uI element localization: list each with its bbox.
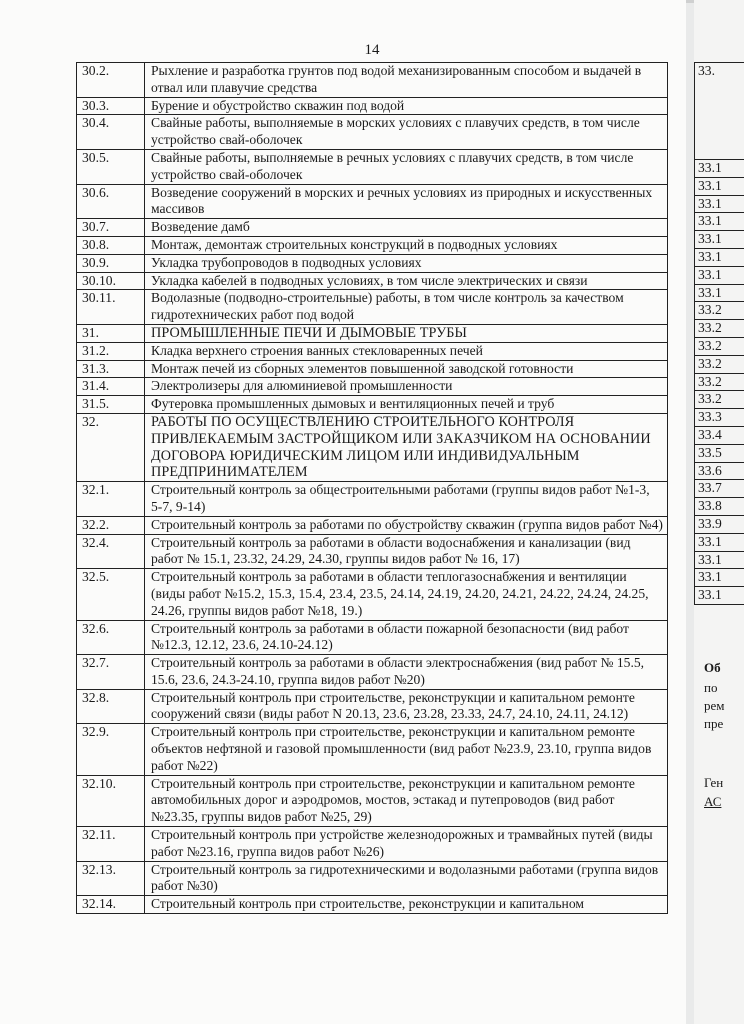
adjacent-page-text: рем [704, 698, 725, 713]
row-number: 33.6 [695, 462, 744, 480]
row-number: 33.1 [695, 533, 744, 551]
section-heading: РАБОТЫ ПО ОСУЩЕСТВЛЕНИЮ СТРОИТЕЛЬНОГО КОНТРОЛЯ ПРИВЛЕКАЕМЫМ ЗАСТРОЙЩИКОМ ИЛИ ЗАКАЗЧИКОМ НА ОСНОВАНИИ ДОГОВОРА ЮРИДИЧЕСКИМ ЛИЦОМ ИЛИ ИНДИВИДУАЛЬНЫМ ПРЕДПРИНИМАТЕЛЕМ [145, 413, 668, 481]
table-row [77, 413, 668, 481]
row-number: 33.1 [695, 551, 744, 569]
row-number: 33.1 [695, 231, 744, 249]
work-description: Свайные работы, выполняемые в речных условиях с плавучих средств, в том числе устройство свай-оболочек [145, 149, 668, 184]
row-number: 31.5. [77, 396, 145, 414]
work-description: Возведение дамб [145, 219, 668, 237]
row-number: 30.6. [77, 184, 145, 219]
work-description: Строительный контроль за работами в области теплогазоснабжения и вентиляции (виды работ №15.2, 15.3, 15.4, 23.4, 23.5, 24.14, 24.19, 24.20, 24.21, 24.22, 24.24, 24.25, 24.26, группы видов работ №18, 19.) [145, 569, 668, 620]
row-number: 33.1 [695, 266, 744, 284]
row-number: 32.6. [77, 620, 145, 655]
work-description: Бурение и обустройство скважин под водой [145, 97, 668, 115]
page-number: 14 [364, 42, 380, 58]
row-number: 30.2. [77, 63, 145, 98]
row-number: 31.4. [77, 378, 145, 396]
work-description: Монтаж печей из сборных элементов повышенной заводской готовности [145, 360, 668, 378]
table-row [695, 569, 744, 587]
row-number: 33.8 [695, 498, 744, 516]
table-row [77, 516, 668, 534]
table-row [77, 254, 668, 272]
work-description: Рыхление и разработка грунтов под водой механизированным способом и выдачей в отвал или плавучие средства [145, 63, 668, 98]
row-number: 30.5. [77, 149, 145, 184]
row-number: 33.2 [695, 302, 744, 320]
row-number: 33.2 [695, 391, 744, 409]
table-row [695, 266, 744, 284]
table-row [695, 195, 744, 213]
row-number: 33.9 [695, 515, 744, 533]
row-number: 32.4. [77, 534, 145, 569]
table-row [695, 320, 744, 338]
table-row [695, 587, 744, 605]
table-row [695, 462, 744, 480]
adjacent-page-text: по [704, 680, 718, 695]
adjacent-page-table-body [695, 63, 744, 605]
row-number: 32.5. [77, 569, 145, 620]
table-row [77, 861, 668, 896]
table-row [77, 775, 668, 826]
row-number: 30.9. [77, 254, 145, 272]
row-number: 30.10. [77, 272, 145, 290]
table-row [77, 63, 668, 98]
row-number: 33.3 [695, 409, 744, 427]
row-number: 33.2 [695, 337, 744, 355]
row-number: 32.14. [77, 896, 145, 914]
table-row [695, 373, 744, 391]
row-number: 33.1 [695, 195, 744, 213]
table-row [695, 248, 744, 266]
table-row [695, 551, 744, 569]
works-table [76, 62, 668, 914]
adjacent-page-text: АС [704, 794, 722, 809]
table-row [77, 896, 668, 914]
adjacent-page-fragment [694, 0, 744, 1024]
work-description: Электролизеры для алюминиевой промышленности [145, 378, 668, 396]
table-row [695, 391, 744, 409]
row-number: 33.2 [695, 373, 744, 391]
adjacent-page-text: Ген [704, 775, 724, 790]
table-row [77, 655, 668, 690]
row-number: 33. [695, 63, 744, 160]
work-description: Водолазные (подводно-строительные) работы, в том числе контроль за качеством гидротехнических работ под водой [145, 290, 668, 325]
work-description: Укладка кабелей в подводных условиях, в том числе электрических и связи [145, 272, 668, 290]
row-number: 30.4. [77, 115, 145, 150]
row-number: 33.1 [695, 177, 744, 195]
row-number: 32.10. [77, 775, 145, 826]
table-row [77, 342, 668, 360]
row-number: 30.7. [77, 219, 145, 237]
table-row [695, 498, 744, 516]
table-row [77, 620, 668, 655]
table-row [77, 184, 668, 219]
row-number: 32.13. [77, 861, 145, 896]
table-row [695, 160, 744, 178]
table-row [695, 409, 744, 427]
row-number: 30.11. [77, 290, 145, 325]
work-description: Кладка верхнего строения ванных стекловаренных печей [145, 342, 668, 360]
table-row [77, 534, 668, 569]
table-row [695, 177, 744, 195]
table-row [77, 827, 668, 862]
table-row [695, 533, 744, 551]
table-row [695, 515, 744, 533]
work-description: Строительный контроль за общестроительными работами (группы видов работ №1-3, 5-7, 9-14) [145, 482, 668, 517]
adjacent-page-text: Об [704, 660, 721, 675]
row-number: 32.7. [77, 655, 145, 690]
table-row [695, 426, 744, 444]
row-number: 30.3. [77, 97, 145, 115]
table-row [77, 569, 668, 620]
table-row [695, 444, 744, 462]
table-row [77, 360, 668, 378]
work-description: Строительный контроль за гидротехническими и водолазными работами (группа видов работ №30) [145, 861, 668, 896]
row-number: 33.7 [695, 480, 744, 498]
row-number: 31.2. [77, 342, 145, 360]
table-row [77, 115, 668, 150]
work-description: Строительный контроль за работами в области электроснабжения (вид работ № 15.5, 15.6, 23.6, 24.3-24.10, группа видов работ №20) [145, 655, 668, 690]
row-number: 32.11. [77, 827, 145, 862]
work-description: Строительный контроль при строительстве, реконструкции и капитальном ремонте автомобильных дорог и аэродромов, мостов, эстакад и путепроводов (вид работ №23.35, группы видов работ №25, 29) [145, 775, 668, 826]
row-number: 33.1 [695, 587, 744, 605]
work-description: Возведение сооружений в морских и речных условиях из природных и искусственных массивов [145, 184, 668, 219]
table-row [77, 149, 668, 184]
row-number: 33.1 [695, 213, 744, 231]
table-row [695, 284, 744, 302]
table-row [695, 355, 744, 373]
table-row [77, 378, 668, 396]
work-description: Строительный контроль при строительстве, реконструкции и капитальном ремонте сооружений связи (виды работ N 20.13, 23.6, 23.28, 23.33, 24.7, 24.10, 24.11, 24.12) [145, 689, 668, 724]
row-number: 33.1 [695, 284, 744, 302]
adjacent-page-text: пре [704, 716, 724, 731]
table-row [77, 236, 668, 254]
section-heading: ПРОМЫШЛЕННЫЕ ПЕЧИ И ДЫМОВЫЕ ТРУБЫ [145, 324, 668, 342]
table-row [77, 290, 668, 325]
work-description: Строительный контроль за работами в области водоснабжения и канализации (вид работ № 15.1, 23.32, 24.29, 24.30, группы видов работ № 16, 17) [145, 534, 668, 569]
work-description: Футеровка промышленных дымовых и вентиляционных печей и труб [145, 396, 668, 414]
work-description: Монтаж, демонтаж строительных конструкций в подводных условиях [145, 236, 668, 254]
table-row [77, 396, 668, 414]
table-row [695, 337, 744, 355]
table-row [77, 219, 668, 237]
row-number: 32. [77, 413, 145, 481]
table-row [695, 302, 744, 320]
work-description: Строительный контроль за работами в области пожарной безопасности (вид работ №12.3, 12.12, 23.6, 24.10-24.12) [145, 620, 668, 655]
work-description: Строительный контроль при строительстве, реконструкции и капитальном [145, 896, 668, 914]
table-row [695, 63, 744, 160]
table-row [77, 724, 668, 775]
works-table-body [77, 63, 668, 914]
row-number: 33.1 [695, 569, 744, 587]
table-row [695, 231, 744, 249]
work-description: Свайные работы, выполняемые в морских условиях с плавучих средств, в том числе устройство свай-оболочек [145, 115, 668, 150]
work-description: Строительный контроль при устройстве железнодорожных и трамвайных путей (виды работ №23.16, группа видов работ №26) [145, 827, 668, 862]
row-number: 32.1. [77, 482, 145, 517]
row-number: 33.1 [695, 248, 744, 266]
row-number: 33.2 [695, 355, 744, 373]
row-number: 33.1 [695, 160, 744, 178]
row-number: 33.5 [695, 444, 744, 462]
row-number: 32.2. [77, 516, 145, 534]
table-row [695, 213, 744, 231]
table-row [77, 97, 668, 115]
table-row [77, 272, 668, 290]
row-number: 32.8. [77, 689, 145, 724]
table-row [77, 689, 668, 724]
table-row [695, 480, 744, 498]
work-description: Строительный контроль при строительстве, реконструкции и капитальном ремонте объектов нефтяной и газовой промышленности (вид работ №23.9, 23.10, группа видов работ №22) [145, 724, 668, 775]
row-number: 30.8. [77, 236, 145, 254]
row-number: 31.3. [77, 360, 145, 378]
row-number: 32.9. [77, 724, 145, 775]
row-number: 33.4 [695, 426, 744, 444]
work-description: Строительный контроль за работами по обустройству скважин (группа видов работ №4) [145, 516, 668, 534]
table-row [77, 482, 668, 517]
work-description: Укладка трубопроводов в подводных условиях [145, 254, 668, 272]
adjacent-page-table [694, 62, 744, 605]
table-row [77, 324, 668, 342]
row-number: 33.2 [695, 320, 744, 338]
row-number: 31. [77, 324, 145, 342]
